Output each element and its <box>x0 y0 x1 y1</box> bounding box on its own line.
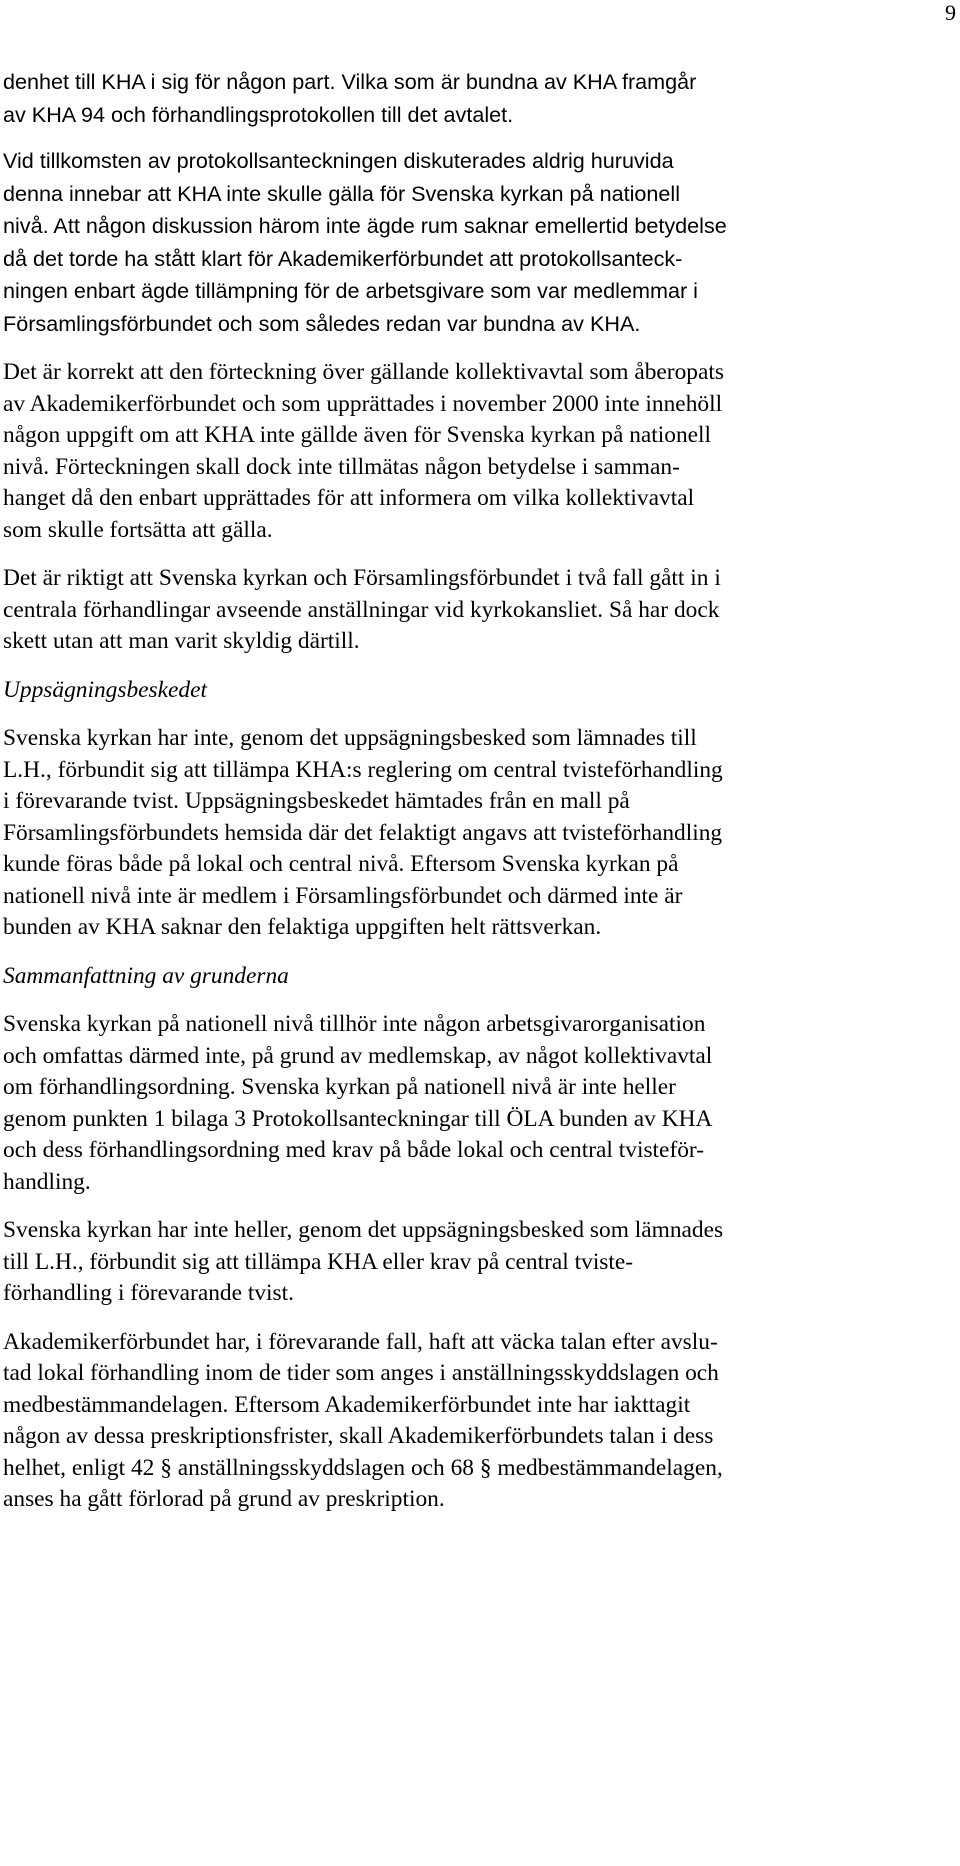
text-line <box>3 99 803 132</box>
text-line <box>3 1135 803 1167</box>
text-line <box>3 452 803 484</box>
text-segment: nationell nivå inte är medlem i Församlingsförbundet och därmed inte är <box>3 882 683 909</box>
text-segment: denna innebar att KHA inte skulle gälla för Svenska kyrkan på nationell <box>3 180 681 206</box>
text-line <box>3 849 803 881</box>
paragraph <box>3 1327 803 1516</box>
text-line <box>3 786 803 818</box>
text-line <box>3 1167 803 1199</box>
paragraph <box>3 563 803 658</box>
paragraph <box>3 1215 803 1310</box>
text-segment: anses ha gått förlorad på grund av preskription. <box>3 1486 445 1512</box>
text-segment: till L.H., förbundit sig att tillämpa KHA eller krav på central tviste- <box>3 1248 634 1275</box>
text-line <box>3 66 803 99</box>
text-line <box>3 595 803 627</box>
text-segment: medbestämmandelagen. Eftersom Akademikerförbundet inte har iakttagit <box>3 1391 691 1418</box>
text-line <box>3 1041 803 1073</box>
text-segment: L.H., förbundit sig att tillämpa KHA:s reglering om central tvisteförhandling <box>3 756 723 783</box>
text-segment: av KHA 94 och förhandlingsprotokollen till det avtalet. <box>3 101 514 127</box>
text-segment: Det är riktigt att Svenska kyrkan och Församlingsförbundet i två fall gått in i <box>3 565 721 591</box>
text-line <box>3 1278 803 1310</box>
text-segment: Det är korrekt att den förteckning över gällande kollektivavtal som åberopats <box>3 359 724 385</box>
text-line <box>3 275 803 308</box>
text-segment: Svenska kyrkan har inte, genom det uppsägningsbesked som lämnades till <box>3 725 697 751</box>
text-segment: tad lokal förhandling inom de tider som anges i anställningsskyddslagen och <box>3 1360 719 1386</box>
text-segment: och omfattas därmed inte, på grund av medlemskap, av något kollektivavtal <box>3 1042 713 1069</box>
text-line <box>3 1072 803 1104</box>
text-segment: Svenska kyrkan på nationell nivå tillhör inte någon arbetsgivarorganisation <box>3 1011 706 1037</box>
document-body <box>3 66 803 1533</box>
text-line <box>3 1484 803 1516</box>
text-line <box>3 357 803 389</box>
text-segment: ningen enbart ägde tillämpning för de arbetsgivare som var medlemmar i <box>3 278 698 303</box>
text-line <box>3 723 803 755</box>
text-line <box>3 145 803 178</box>
text-segment: Akademikerförbundet har, i förevarande fall, haft att väcka talan efter avslu- <box>3 1328 718 1355</box>
text-line <box>3 243 803 276</box>
page-number: 9 <box>945 0 956 25</box>
text-segment: handling. <box>3 1168 91 1195</box>
text-segment: Svenska kyrkan har inte heller, genom det uppsägningsbesked som lämnades <box>3 1217 724 1243</box>
text-line <box>3 210 803 243</box>
text-segment: Församlingsförbundet och som således redan var bundna av KHA. <box>3 310 641 336</box>
text-line <box>3 1327 803 1359</box>
text-line <box>3 178 803 211</box>
text-line <box>3 1358 803 1390</box>
text-line <box>3 755 803 787</box>
text-line <box>3 308 803 341</box>
text-segment: kunde föras både på lokal och central nivå. Eftersom Svenska kyrkan på <box>3 851 679 877</box>
text-segment: skett utan att man varit skyldig därtill. <box>3 628 360 654</box>
text-segment: denhet till KHA i sig för någon part. Vilka som är bundna av KHA framgår <box>3 69 697 94</box>
text-line <box>3 483 803 515</box>
text-line <box>3 818 803 850</box>
text-line <box>3 1215 803 1247</box>
text-segment: Församlingsförbundets hemsida där det felaktigt angavs att tvisteförhandling <box>3 819 723 846</box>
text-segment: förhandling i förevarande tvist. <box>3 1280 294 1306</box>
text-line <box>3 1453 803 1485</box>
section-heading: Uppsägningsbeskedet <box>3 676 207 703</box>
text-line <box>3 912 803 944</box>
paragraph <box>3 723 803 944</box>
text-segment: om förhandlingsordning. Svenska kyrkan på nationell nivå är inte heller <box>3 1074 676 1100</box>
text-segment: nivå. Förteckningen skall dock inte tillmätas någon betydelse i samman- <box>3 453 680 480</box>
text-line <box>3 881 803 913</box>
text-line <box>3 420 803 452</box>
paragraph <box>3 1009 803 1198</box>
text-segment: som skulle fortsätta att gälla. <box>3 516 273 543</box>
text-line <box>3 1390 803 1422</box>
text-segment: av Akademikerförbundet och som upprättades i november 2000 inte innehöll <box>3 390 723 417</box>
text-segment: bunden av KHA saknar den felaktiga uppgiften helt rättsverkan. <box>3 914 602 940</box>
text-line <box>3 389 803 421</box>
paragraph <box>3 145 803 340</box>
text-segment: hanget då den enbart upprättades för att informera om vilka kollektivavtal <box>3 485 695 511</box>
text-line <box>3 1009 803 1041</box>
text-segment: nivå. Att någon diskussion härom inte ägde rum saknar emellertid betydelse <box>3 213 727 238</box>
paragraph <box>3 66 803 131</box>
section-heading: Sammanfattning av grunderna <box>3 962 289 989</box>
text-line <box>3 563 803 595</box>
text-segment: då det torde ha stått klart för Akademikerförbundet att protokollsanteck- <box>3 245 683 271</box>
text-line <box>3 626 803 658</box>
text-segment: centrala förhandlingar avseende anställningar vid kyrkokansliet. Så har dock <box>3 596 720 623</box>
text-segment: någon uppgift om att KHA inte gällde även för Svenska kyrkan på nationell <box>3 422 712 448</box>
text-segment: Vid tillkomsten av protokollsanteckningen diskuterades aldrig huruvida <box>3 148 674 173</box>
text-segment: någon av dessa preskriptionsfrister, skall Akademikerförbundets talan i dess <box>3 1423 714 1449</box>
text-segment: i förevarande tvist. Uppsägningsbeskedet hämtades från en mall på <box>3 788 630 814</box>
text-line <box>3 1421 803 1453</box>
text-line <box>3 1104 803 1136</box>
text-segment: och dess förhandlingsordning med krav på både lokal och central tvisteför- <box>3 1137 705 1163</box>
text-line <box>3 1247 803 1279</box>
text-line <box>3 515 803 547</box>
paragraph <box>3 357 803 546</box>
text-segment: genom punkten 1 bilaga 3 Protokollsanteckningar till ÖLA bunden av KHA <box>3 1105 713 1132</box>
text-segment: helhet, enligt 42 § anställningsskyddslagen och 68 § medbestämmandelagen, <box>3 1454 723 1481</box>
